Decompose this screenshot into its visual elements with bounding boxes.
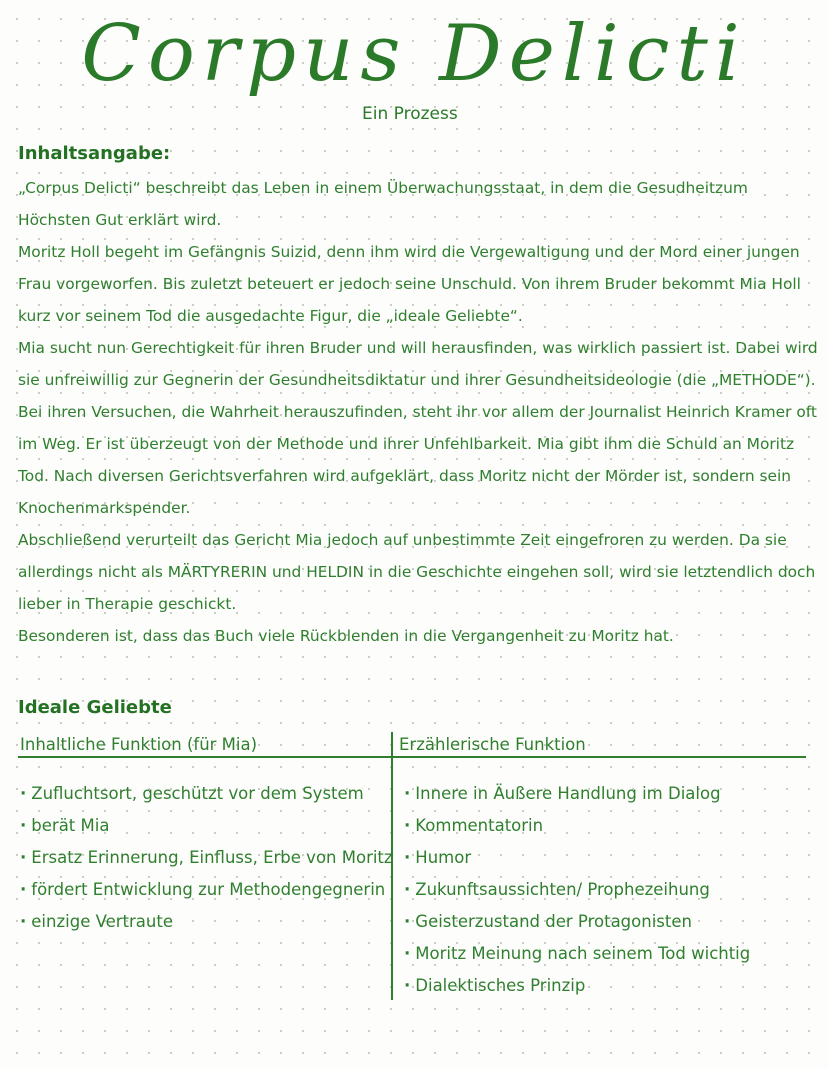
list-item: · einzige Vertraute [20,906,393,938]
list-item: · Dialektisches Prinzip [404,970,750,1002]
left-column-header: Inhaltliche Funktion (für Mia) [20,735,258,754]
list-item: · Kommentatorin [404,810,750,842]
list-item: · Zufluchtsort, geschützt vor dem System [20,778,393,810]
list-item: · Innere in Äußere Handlung im Dialog [404,778,750,810]
list-item: · Moritz Meinung nach seinem Tod wichtig [404,938,750,970]
ideale-heading: Ideale Geliebte [18,697,172,718]
summary-paragraph: Mia sucht nun Gerechtigkeit für ihren Bruder und will herausfinden, was wirklich passiert ist. Dabei wird sie unfreiwillig zur Gegnerin der Gesundheitsdiktatur und ihrer Gesundheitsideologie (die „METHODE“). Bei ihren Versuchen, die Wahrheit herauszufinden, steht ihr vor allem der Journalist Heinrich Kramer oft im Weg. Er ist überzeugt von der Methode und ihrer Unfehlbarkeit. Mia gibt ihm die Schuld an Moritz Tod. Nach diversen Gerichtsverfahren wird aufgeklärt, dass Moritz nicht der Mörder ist, sondern sein Knochenmarkspender. [18,339,818,517]
right-column-list [404,778,750,1002]
right-column-header: Erzählerische Funktion [399,735,586,754]
list-item: · Zukunftsaussichten/ Prophezeihung [404,874,750,906]
page-subtitle: Ein Prozess [362,104,458,124]
left-column-list [20,778,393,938]
list-item: · fördert Entwicklung zur Methodengegnerin [20,874,393,906]
list-item: · Geisterzustand der Protagonisten [404,906,750,938]
summary-paragraph: Abschließend verurteilt das Gericht Mia jedoch auf unbestimmte Zeit eingefroren zu werden. Da sie allerdings nicht als MÄRTYRERIN und HELDIN in die Geschichte eingehen soll, wird sie letztendlich doch lieber in Therapie geschickt. [18,531,816,613]
list-item: · Humor [404,842,750,874]
function-table [18,732,808,1000]
summary-heading: Inhaltsangabe: [18,143,171,164]
summary-text [18,172,818,652]
summary-paragraph: Besonderen ist, dass das Buch viele Rückblenden in die Vergangenheit zu Moritz hat. [18,627,674,645]
table-horizontal-rule [18,756,806,758]
summary-paragraph: „Corpus Delicti“ beschreibt das Leben in einem Überwachungsstaat, in dem die Gesudheitzum Höchsten Gut erklärt wird. [18,179,748,229]
summary-paragraph: Moritz Holl begeht im Gefängnis Suizid, denn ihm wird die Vergewaltigung und der Mord einer jungen Frau vorgeworfen. Bis zuletzt beteuert er jedoch seine Unschuld. Von ihrem Bruder bekommt Mia Holl kurz vor seinem Tod die ausgedachte Figur, die „ideale Geliebte“. [18,243,801,325]
page-title: Corpus Delicti [81,9,747,99]
list-item: · berät Mia [20,810,393,842]
list-item: · Ersatz Erinnerung, Einfluss, Erbe von Moritz [20,842,393,874]
